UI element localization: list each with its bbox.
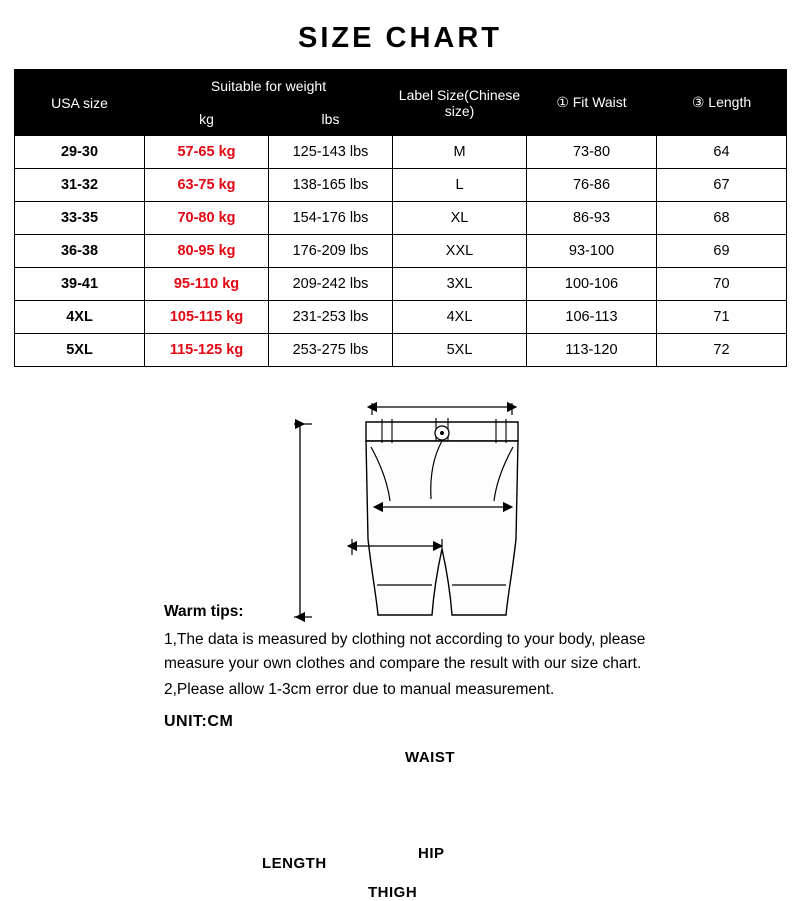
size-chart-table-wrapper [0,69,800,367]
cell-kg: 95-110 kg [145,268,269,301]
cell-length: 64 [657,136,787,169]
table-row [15,235,787,268]
cell-usa-size: 36-38 [15,235,145,268]
header-length: ③ Length [657,70,787,136]
cell-fit-waist: 73-80 [527,136,657,169]
cell-length: 72 [657,334,787,367]
cell-kg: 105-115 kg [145,301,269,334]
cell-fit-waist: 93-100 [527,235,657,268]
cell-usa-size: 4XL [15,301,145,334]
table-row [15,136,787,169]
cell-usa-size: 5XL [15,334,145,367]
header-fit-waist: ① Fit Waist [527,70,657,136]
table-row [15,334,787,367]
table-row [15,301,787,334]
cell-lbs: 231-253 lbs [269,301,393,334]
cell-usa-size: 39-41 [15,268,145,301]
cell-lbs: 253-275 lbs [269,334,393,367]
cell-lbs: 209-242 lbs [269,268,393,301]
header-lbs: lbs [269,103,393,136]
table-body [15,136,787,367]
cell-length: 68 [657,202,787,235]
warm-tips-heading: Warm tips: [164,603,244,620]
table-header [15,70,787,136]
cell-fit-waist: 106-113 [527,301,657,334]
cell-fit-waist: 113-120 [527,334,657,367]
cell-lbs: 125-143 lbs [269,136,393,169]
cell-length: 67 [657,169,787,202]
label-thigh: THIGH [368,884,418,901]
header-suitable-for-weight: Suitable for weight [145,70,393,103]
shorts-illustration [0,389,800,634]
cell-kg: 70-80 kg [145,202,269,235]
cell-kg: 115-125 kg [145,334,269,367]
cell-usa-size: 33-35 [15,202,145,235]
cell-kg: 57-65 kg [145,136,269,169]
cell-lbs: 138-165 lbs [269,169,393,202]
cell-lbs: 154-176 lbs [269,202,393,235]
warm-tips-line-1: 1,The data is measured by clothing not according to your body, please measure your own clothes and compare the result with our size chart. [164,631,646,673]
cell-label-size: 3XL [393,268,527,301]
warm-tips-line-2: 2,Please allow 1-3cm error due to manual measurement. [164,681,555,699]
cell-usa-size: 29-30 [15,136,145,169]
cell-label-size: L [393,169,527,202]
page-title: SIZE CHART [298,22,502,54]
cell-fit-waist: 86-93 [527,202,657,235]
header-kg: kg [145,103,269,136]
cell-length: 69 [657,235,787,268]
unit-note: UNIT:CM [164,713,234,731]
cell-fit-waist: 76-86 [527,169,657,202]
cell-fit-waist: 100-106 [527,268,657,301]
header-usa-size: USA size [15,70,145,136]
cell-usa-size: 31-32 [15,169,145,202]
cell-lbs: 176-209 lbs [269,235,393,268]
label-waist: WAIST [405,749,455,766]
header-label-size: Label Size(Chinese size) [393,70,527,136]
table-header-row-1 [15,70,787,103]
cell-kg: 80-95 kg [145,235,269,268]
table-row [15,268,787,301]
table-row [15,169,787,202]
cell-kg: 63-75 kg [145,169,269,202]
label-hip: HIP [418,845,445,862]
cell-label-size: M [393,136,527,169]
cell-length: 70 [657,268,787,301]
cell-label-size: XXL [393,235,527,268]
size-chart-table [14,69,787,367]
cell-label-size: 5XL [393,334,527,367]
cell-length: 71 [657,301,787,334]
label-length: LENGTH [262,855,327,872]
warm-tips [164,600,684,735]
cell-label-size: 4XL [393,301,527,334]
cell-label-size: XL [393,202,527,235]
table-row [15,202,787,235]
